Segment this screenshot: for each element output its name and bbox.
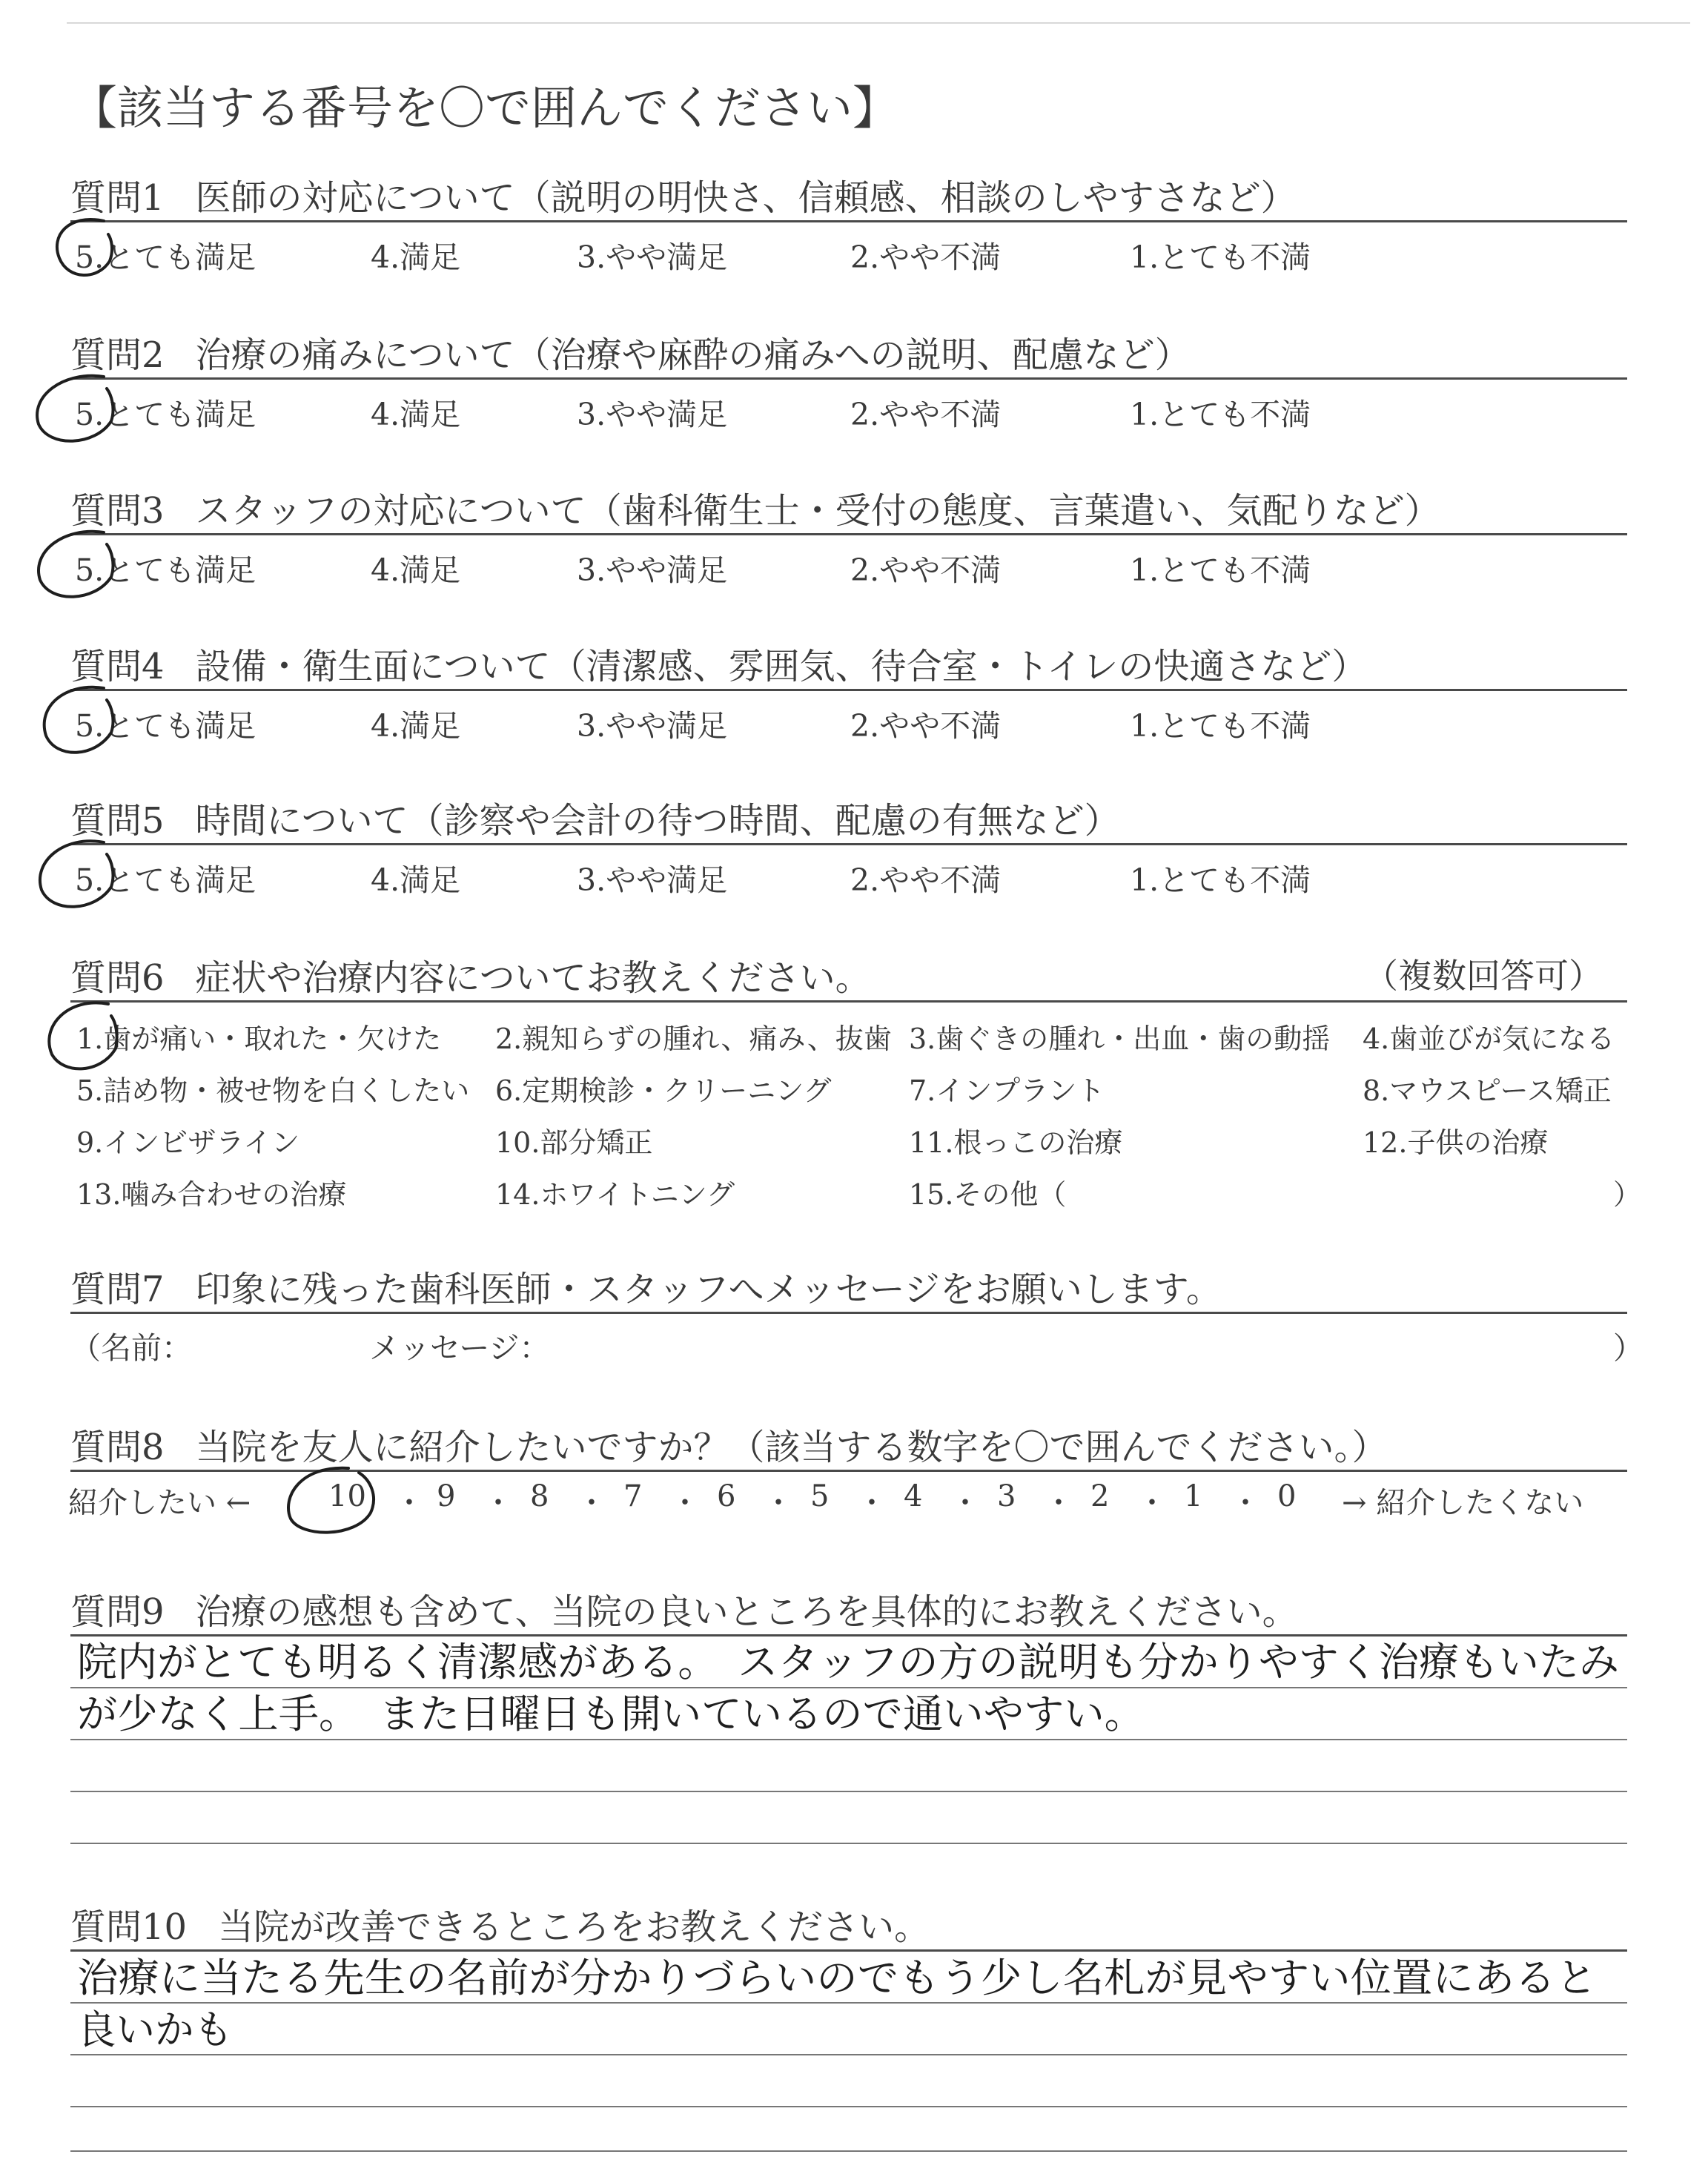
question-number: 質問4 (70, 646, 165, 687)
q1-option-5[interactable]: 5.とても満足 (75, 240, 256, 275)
scale-separator: ・ (857, 1486, 887, 1520)
q1-option-3[interactable]: 3.やや満足 (577, 240, 728, 275)
question-number: 質問7 (70, 1269, 165, 1310)
question-text: 治療の感想も含めて、当院の良いところを具体的にお教えください。 (195, 1591, 1298, 1633)
scale-separator: ・ (1044, 1486, 1073, 1520)
scale-value-1[interactable]: 1 (1184, 1479, 1203, 1513)
question-8 (70, 1418, 1627, 1470)
q6-option-4[interactable]: 4.歯並びが気になる (1363, 1023, 1615, 1055)
question-10 (70, 1898, 1627, 1949)
question-rule (70, 533, 1627, 535)
page-title: 【該当する番号を〇で囲んでください】 (71, 81, 899, 135)
answer-line (70, 1687, 1627, 1688)
question-rule (70, 1000, 1627, 1003)
q1-option-4[interactable]: 4.満足 (371, 240, 461, 275)
q2-option-2[interactable]: 2.やや不満 (850, 397, 1002, 432)
question-number: 質問10 (70, 1906, 188, 1948)
answer-line (70, 2054, 1627, 2055)
q9-answer-line-2: が少なく上手。 また日曜日も開いているので通いやすい。 (77, 1691, 1145, 1737)
scale-value-5[interactable]: 5 (810, 1479, 830, 1513)
question-number: 質問9 (70, 1591, 165, 1633)
scale-value-10[interactable]: 10 (328, 1479, 366, 1513)
q3-option-4[interactable]: 4.満足 (371, 552, 461, 588)
q6-option-12[interactable]: 12.子供の治療 (1363, 1126, 1549, 1159)
question-9 (70, 1583, 1627, 1634)
q6-other-close: ） (1613, 1178, 1642, 1211)
q6-option-8[interactable]: 8.マウスピース矯正 (1363, 1074, 1612, 1107)
q6-option-14[interactable]: 14.ホワイトニング (495, 1178, 735, 1211)
question-rule (70, 1470, 1627, 1472)
q5-option-1[interactable]: 1.とても不満 (1130, 862, 1311, 898)
scale-value-4[interactable]: 4 (904, 1479, 923, 1513)
q3-option-2[interactable]: 2.やや不満 (850, 552, 1002, 588)
question-rule (70, 689, 1627, 691)
scale-value-2[interactable]: 2 (1090, 1479, 1110, 1513)
question-number: 質問6 (70, 957, 165, 999)
q1-option-2[interactable]: 2.やや不満 (850, 240, 1002, 275)
question-rule (70, 1312, 1627, 1314)
question-text: 時間について（診察や会計の待つ時間、配慮の有無など） (195, 800, 1120, 842)
question-7 (70, 1261, 1627, 1312)
question-number: 質問2 (70, 334, 165, 376)
question-rule (70, 1949, 1627, 1952)
q4-option-5[interactable]: 5.とても満足 (75, 708, 256, 744)
answer-line (70, 2150, 1627, 2152)
q2-option-1[interactable]: 1.とても不満 (1130, 397, 1311, 432)
q3-option-3[interactable]: 3.やや満足 (577, 552, 728, 588)
q6-option-6[interactable]: 6.定期検診・クリーニング (495, 1074, 832, 1107)
answer-line (70, 1791, 1627, 1792)
q6-option-2[interactable]: 2.親知らずの腫れ、痛み、抜歯 (495, 1023, 892, 1055)
scale-separator: ・ (670, 1486, 700, 1520)
question-number: 質問5 (70, 800, 165, 842)
q6-option-15[interactable]: 15.その他（ (909, 1178, 1067, 1211)
q4-option-1[interactable]: 1.とても不満 (1130, 708, 1311, 744)
q6-option-9[interactable]: 9.インビザライン (76, 1126, 300, 1159)
question-text: 設備・衛生面について（清潔感、雰囲気、待合室・トイレの快適さなど） (195, 646, 1368, 687)
question-text: 当院を友人に紹介したいですか？（該当する数字を〇で囲んでください。） (195, 1427, 1388, 1468)
q6-option-13[interactable]: 13.噛み合わせの治療 (76, 1178, 347, 1211)
multiple-answers-note: （複数回答可） (1364, 956, 1603, 996)
answer-line (70, 2002, 1627, 2004)
question-4 (70, 638, 1627, 689)
q4-option-3[interactable]: 3.やや満足 (577, 708, 728, 744)
q5-option-4[interactable]: 4.満足 (371, 862, 461, 898)
scale-separator: ・ (483, 1486, 513, 1520)
answer-line (70, 1739, 1627, 1740)
q7-name-label[interactable]: （名前： (70, 1330, 192, 1366)
q5-option-2[interactable]: 2.やや不満 (850, 862, 1002, 898)
answer-line (70, 2106, 1627, 2107)
question-2 (70, 326, 1627, 377)
q6-option-3[interactable]: 3.歯ぐきの腫れ・出血・歯の動揺 (909, 1023, 1331, 1055)
scale-separator: ・ (1137, 1486, 1167, 1520)
scale-value-0[interactable]: 0 (1277, 1479, 1297, 1513)
q5-option-5[interactable]: 5.とても満足 (75, 862, 256, 898)
q3-option-5[interactable]: 5.とても満足 (75, 552, 256, 588)
scale-separator: ・ (1231, 1486, 1260, 1520)
q2-option-5[interactable]: 5.とても満足 (75, 397, 256, 432)
q5-option-3[interactable]: 3.やや満足 (577, 862, 728, 898)
question-number: 質問3 (70, 490, 165, 532)
question-3 (70, 482, 1627, 533)
question-text: 症状や治療内容についてお教えください。 (195, 957, 871, 999)
recommend-left-label: 紹介したい ← (68, 1486, 251, 1520)
q2-option-4[interactable]: 4.満足 (371, 397, 461, 432)
question-text: 治療の痛みについて（治療や麻酔の痛みへの説明、配慮など） (195, 334, 1191, 376)
scale-value-8[interactable]: 8 (530, 1479, 549, 1513)
recommend-right-label: → 紹介したくない (1342, 1486, 1584, 1520)
scale-separator: ・ (577, 1486, 606, 1520)
q7-close: ） (1613, 1330, 1644, 1366)
page-top-edge (67, 22, 1690, 24)
scale-value-6[interactable]: 6 (717, 1479, 736, 1513)
q10-answer-line-1: 治療に当たる先生の名前が分かりづらいのでもう少し名札が見やすい位置にあると (77, 1955, 1597, 2001)
q4-option-4[interactable]: 4.満足 (371, 708, 461, 744)
q6-option-11[interactable]: 11.根っこの治療 (909, 1126, 1123, 1159)
q10-answer-line-2: 良いかも (77, 2007, 233, 2053)
answer-line (70, 1843, 1627, 1844)
question-number: 質問8 (70, 1427, 165, 1468)
question-text: 当院が改善できるところをお教えください。 (218, 1906, 930, 1948)
scale-value-7[interactable]: 7 (623, 1479, 643, 1513)
scale-separator: ・ (394, 1486, 424, 1520)
question-text: 医師の対応について（説明の明快さ、信頼感、相談のしやすさなど） (195, 177, 1297, 219)
question-rule (70, 220, 1627, 222)
question-number: 質問1 (70, 177, 165, 219)
q6-option-1[interactable]: 1.歯が痛い・取れた・欠けた (76, 1023, 442, 1055)
q6-option-7[interactable]: 7.インプラント (909, 1074, 1105, 1107)
scale-value-3[interactable]: 3 (997, 1479, 1016, 1513)
q3-option-1[interactable]: 1.とても不満 (1130, 552, 1311, 588)
q1-option-1[interactable]: 1.とても不満 (1130, 240, 1311, 275)
q6-option-10[interactable]: 10.部分矯正 (495, 1126, 653, 1159)
q10-handwritten-answer (77, 1955, 1597, 2053)
scale-separator: ・ (764, 1486, 793, 1520)
q9-answer-line-1: 院内がとても明るく清潔感がある。 スタッフの方の説明も分かりやすく治療もいたみ (77, 1639, 1619, 1685)
q7-message-label[interactable]: メッセージ： (369, 1330, 550, 1366)
question-text: 印象に残った歯科医師・スタッフへメッセージをお願いします。 (195, 1269, 1222, 1310)
question-1 (70, 169, 1627, 220)
scale-value-9[interactable]: 9 (437, 1479, 456, 1513)
q6-option-5[interactable]: 5.詰め物・被せ物を白くしたい (76, 1074, 470, 1107)
question-rule (70, 377, 1627, 380)
q2-option-3[interactable]: 3.やや満足 (577, 397, 728, 432)
q4-option-2[interactable]: 2.やや不満 (850, 708, 1002, 744)
question-text: スタッフの対応について（歯科衛生士・受付の態度、言葉遣い、気配りなど） (195, 490, 1440, 532)
question-5 (70, 792, 1627, 843)
question-rule (70, 843, 1627, 845)
scale-separator: ・ (950, 1486, 980, 1520)
question-rule (70, 1634, 1627, 1636)
